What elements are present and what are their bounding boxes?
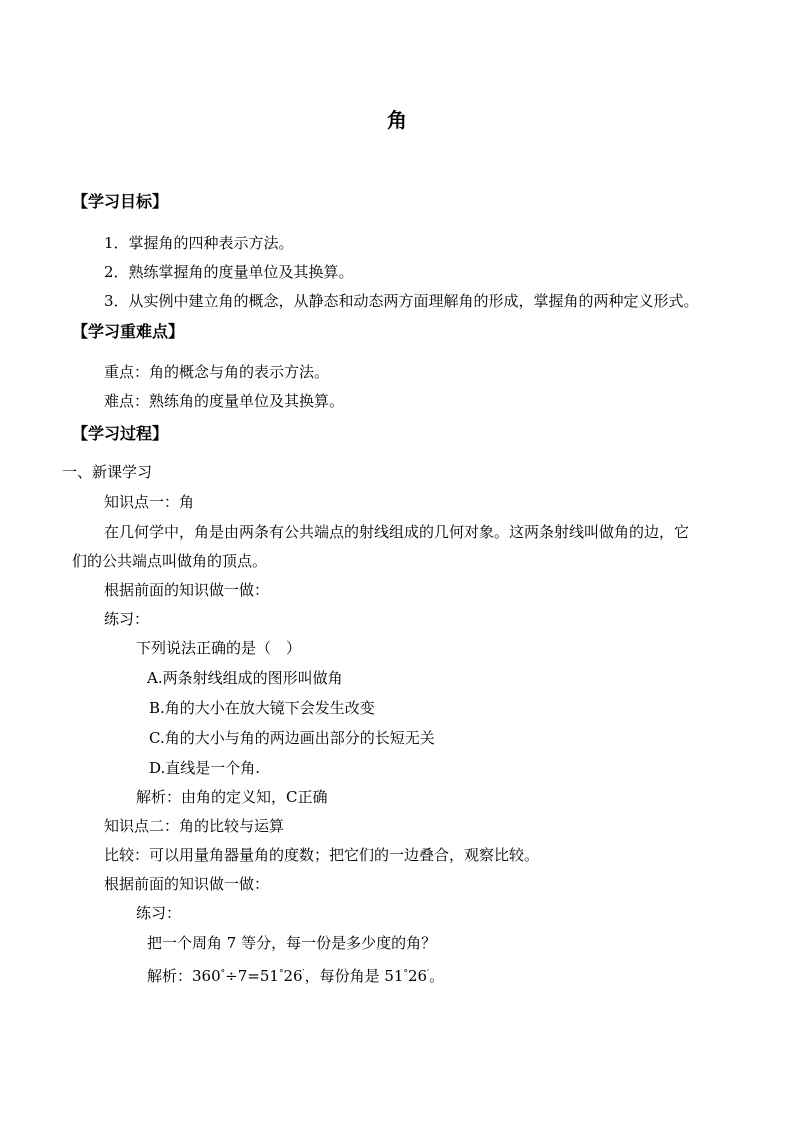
practice-prompt-2: 根据前面的知识做一做： <box>104 875 270 893</box>
knowledge-point-1-title: 知识点一：角 <box>104 493 195 511</box>
analysis-2-end: 。 <box>429 967 445 985</box>
degree-symbol: ° <box>220 969 226 979</box>
key-points-heading: 【学习重难点】 <box>72 322 185 341</box>
page-title: 角 <box>387 108 407 132</box>
analysis-2-mid: ，每份角是 51 <box>304 967 404 985</box>
question-2: 把一个周角 7 等分，每一份是多少度的角？ <box>147 934 437 952</box>
analysis-2-min: 26 <box>283 967 303 985</box>
definition-line-2: 们的公共端点叫做角的顶点。 <box>72 552 268 570</box>
analysis-2-op: ÷7=51 <box>225 967 279 985</box>
objectives-heading: 【学习目标】 <box>72 192 169 211</box>
analysis-2 <box>147 966 444 989</box>
degree-symbol: ° <box>278 969 284 979</box>
option-d: D.直线是一个角. <box>149 759 261 777</box>
definition-line-1: 在几何学中，角是由两条有公共端点的射线组成的几何对象。这两条射线叫做角的边，它 <box>104 523 690 541</box>
analysis-1: 解析：由角的定义知，C正确 <box>136 788 328 806</box>
practice-prompt-1: 根据前面的知识做一做： <box>104 581 270 599</box>
degree-symbol: ° <box>403 969 408 979</box>
minute-symbol: ′ <box>302 969 305 979</box>
objective-item-2: 2．熟练掌握角的度量单位及其换算。 <box>104 263 354 281</box>
section-new-lesson: 一、新课学习 <box>62 463 153 481</box>
knowledge-point-2-title: 知识点二：角的比较与运算 <box>104 817 285 835</box>
objective-item-1: 1．掌握角的四种表示方法。 <box>104 234 294 252</box>
process-heading: 【学习过程】 <box>72 424 169 443</box>
option-b: B.角的大小在放大镜下会发生改变 <box>149 699 375 717</box>
exercise-label-2: 练习： <box>136 904 182 922</box>
objective-item-3: 3．从实例中建立角的概念，从静态和动态两方面理解角的形成，掌握角的两种定义形式。 <box>104 292 699 310</box>
option-c: C.角的大小与角的两边画出部分的长短无关 <box>149 729 435 747</box>
exercise-label-1: 练习： <box>104 610 150 628</box>
focus-text: 重点：角的概念与角的表示方法。 <box>104 363 330 381</box>
compare-text: 比较：可以用量角器量角的度数；把它们的一边叠合，观察比较。 <box>104 846 540 864</box>
analysis-2-expr: 360 <box>192 967 221 985</box>
question-1: 下列说法正确的是（ ） <box>136 639 302 657</box>
minute-symbol: ′ <box>427 969 430 979</box>
difficulty-text: 难点：熟练角的度量单位及其换算。 <box>104 392 345 410</box>
analysis-2-min2: 26 <box>407 967 428 985</box>
option-a: A.两条射线组成的图形叫做角 <box>147 669 343 687</box>
analysis-2-label: 解析： <box>147 967 193 985</box>
